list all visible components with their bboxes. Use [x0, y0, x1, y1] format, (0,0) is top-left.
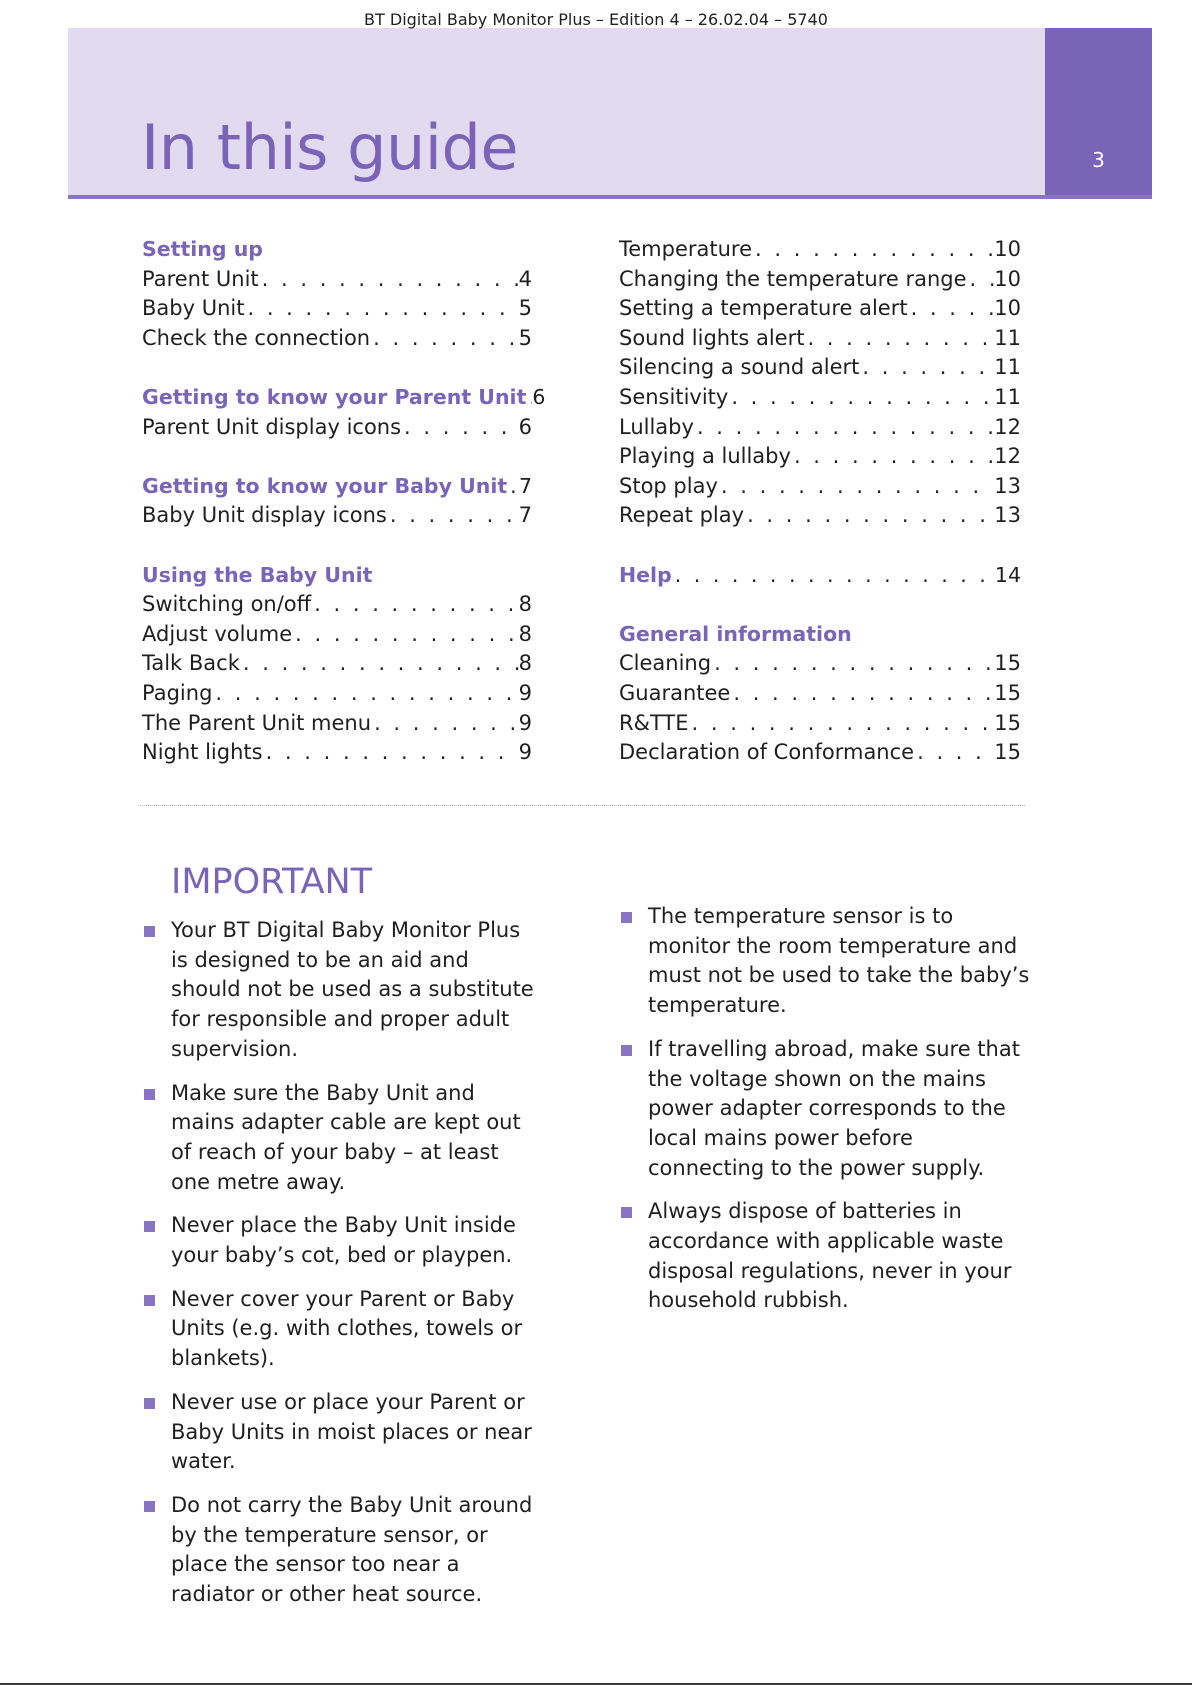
- square-bullet-icon: [621, 1045, 632, 1056]
- toc-dot-leader: [212, 679, 518, 709]
- toc-entry[interactable]: [142, 738, 532, 768]
- toc-entry[interactable]: [142, 265, 532, 295]
- important-bullet: [619, 902, 1034, 1021]
- toc-entry[interactable]: [619, 265, 1021, 295]
- toc-dot-leader: [791, 442, 994, 472]
- toc-entry-label: Setting up: [142, 237, 263, 261]
- toc-entry-label: Stop play: [619, 473, 718, 498]
- toc-entry-label: Parent Unit: [142, 266, 259, 291]
- square-bullet-icon: [144, 1221, 155, 1232]
- toc-entry-label: Parent Unit display icons: [142, 414, 402, 439]
- section-divider: [140, 805, 1025, 806]
- square-bullet-icon: [621, 1207, 632, 1218]
- toc-dot-leader: [263, 738, 519, 768]
- square-bullet-icon: [621, 912, 632, 923]
- toc-entry[interactable]: [142, 294, 532, 324]
- toc-entry-page: 5: [518, 296, 532, 321]
- toc-entry-page: 14: [994, 562, 1021, 587]
- toc-entry-page: 9: [518, 710, 532, 735]
- toc-entry-label: R&TTE: [619, 710, 689, 735]
- toc-entry[interactable]: [619, 501, 1021, 531]
- important-bullet: [142, 1491, 542, 1610]
- toc-dot-leader: [718, 472, 994, 502]
- important-bullet: [142, 1079, 542, 1198]
- toc-entry[interactable]: [619, 383, 1021, 413]
- toc-dot-leader: [859, 353, 994, 383]
- toc-dot-leader: [967, 265, 995, 295]
- toc-entry[interactable]: [142, 679, 532, 709]
- toc-entry-label: General information: [619, 621, 852, 646]
- toc-entry[interactable]: [619, 679, 1021, 709]
- toc-entry-label: Declaration of Conformance: [619, 740, 915, 765]
- toc-section-heading[interactable]: [142, 235, 532, 265]
- toc-entry-page: 7: [518, 473, 532, 498]
- toc-entry-page: 8: [518, 651, 532, 676]
- toc-dot-leader: [387, 501, 519, 531]
- toc-dot-leader: [728, 383, 994, 413]
- toc-dot-leader: [259, 265, 519, 295]
- toc-dot-leader: [292, 620, 519, 650]
- toc-entry[interactable]: [619, 709, 1021, 739]
- toc-dot-leader: [240, 649, 519, 679]
- page-number: 3: [1092, 148, 1105, 172]
- toc-section-heading[interactable]: [619, 620, 1021, 650]
- toc-entry-label: Using the Baby Unit: [142, 562, 373, 587]
- toc-dot-leader: [507, 472, 519, 502]
- toc-entry[interactable]: [142, 413, 532, 443]
- toc-entry[interactable]: [619, 442, 1021, 472]
- toc-entry[interactable]: [142, 649, 532, 679]
- toc-spacer: [142, 353, 532, 383]
- toc-entry-label: Paging: [142, 680, 213, 705]
- toc-entry[interactable]: [619, 738, 1021, 768]
- toc-entry[interactable]: [142, 324, 532, 354]
- square-bullet-icon: [144, 1398, 155, 1409]
- toc-entry-label: Repeat play: [619, 503, 745, 528]
- important-bullet-text: Your BT Digital Baby Monitor Plus is designed to be an aid and should not be used as a substitute for responsible and proper adult supervision.: [171, 918, 534, 1061]
- toc-entry-page: 4: [518, 266, 532, 291]
- toc-column-left: [142, 235, 546, 768]
- banner-underline: [68, 195, 1152, 199]
- important-bullet: [142, 1211, 542, 1270]
- square-bullet-icon: [144, 1295, 155, 1306]
- toc-entry-label: Help: [619, 562, 672, 587]
- toc-entry-label: Cleaning: [619, 651, 712, 676]
- toc-entry[interactable]: [142, 709, 532, 739]
- toc-dot-leader: [311, 590, 518, 620]
- toc-spacer: [619, 590, 1021, 620]
- toc-entry-label: Talk Back: [142, 651, 240, 676]
- toc-entry-label: Switching on/off: [142, 592, 312, 617]
- toc-entry-label: Getting to know your Baby Unit: [142, 473, 508, 498]
- toc-dot-leader: [914, 738, 994, 768]
- important-list-right: [619, 902, 1034, 1330]
- toc-entry[interactable]: [619, 649, 1021, 679]
- toc-entry-page: 9: [518, 740, 532, 765]
- square-bullet-icon: [144, 1089, 155, 1100]
- toc-entry-page: 6: [532, 384, 546, 409]
- toc-entry-page: 10: [994, 266, 1021, 291]
- square-bullet-icon: [144, 926, 155, 937]
- toc-entry-page: 7: [518, 503, 532, 528]
- toc-entry-label: Playing a lullaby: [619, 444, 791, 469]
- toc-dot-leader: [908, 294, 995, 324]
- toc-dot-leader: [689, 709, 995, 739]
- toc-dot-leader: [804, 324, 994, 354]
- toc-entry-page: 15: [994, 740, 1021, 765]
- important-bullet: [142, 1285, 542, 1374]
- toc-entry-label: Setting a temperature alert: [619, 296, 908, 321]
- toc-entry-page: 9: [518, 680, 532, 705]
- toc-dot-leader: [752, 235, 994, 265]
- toc-spacer: [142, 442, 532, 472]
- toc-entry-page: 6: [518, 414, 532, 439]
- toc-entry[interactable]: [142, 501, 532, 531]
- toc-column-right: [619, 235, 1021, 768]
- toc-entry-page: 8: [518, 592, 532, 617]
- toc-entry-page: 12: [994, 414, 1021, 439]
- toc-entry-label: Sensitivity: [619, 384, 729, 409]
- toc-entry-label: Silencing a sound alert: [619, 355, 860, 380]
- square-bullet-icon: [144, 1501, 155, 1512]
- toc-dot-leader: [711, 649, 994, 679]
- toc-entry-label: Night lights: [142, 740, 263, 765]
- toc-entry[interactable]: [142, 590, 532, 620]
- toc-section-heading[interactable]: [142, 383, 546, 413]
- toc-entry[interactable]: [619, 235, 1021, 265]
- toc-entry-label: Lullaby: [619, 414, 694, 439]
- toc-entry-page: 5: [518, 325, 532, 350]
- important-bullet-text: Do not carry the Baby Unit around by the temperature sensor, or place the sensor too near a radiator or other heat source.: [171, 1492, 533, 1607]
- toc-entry-page: 11: [994, 355, 1021, 380]
- toc-entry[interactable]: [619, 324, 1021, 354]
- toc-entry-page: 15: [994, 680, 1021, 705]
- toc-entry[interactable]: [619, 413, 1021, 443]
- important-bullet-text: Always dispose of batteries in accordance with applicable waste disposal regulations, never in your household rubbish.: [648, 1199, 1012, 1313]
- page-title: In this guide: [141, 111, 519, 184]
- important-bullet: [619, 1197, 1034, 1316]
- toc-entry[interactable]: [619, 294, 1021, 324]
- toc-entry[interactable]: [619, 353, 1021, 383]
- toc-entry-label: Baby Unit display icons: [142, 503, 387, 528]
- toc-entry-page: 10: [994, 296, 1021, 321]
- important-bullet-text: Never cover your Parent or Baby Units (e.g. with clothes, towels or blankets).: [171, 1286, 523, 1371]
- toc-dot-leader: [244, 294, 518, 324]
- toc-entry-page: 11: [994, 384, 1021, 409]
- toc-dot-leader: [744, 501, 994, 531]
- toc-entry-label: Guarantee: [619, 680, 731, 705]
- toc-spacer: [142, 531, 532, 561]
- important-bullet-text: If travelling abroad, make sure that the voltage shown on the mains power adapter corresponds to the local mains power before connecting to the power supply.: [648, 1036, 1020, 1180]
- toc-entry[interactable]: [619, 472, 1021, 502]
- toc-section-heading[interactable]: [142, 561, 532, 591]
- toc-entry-page: 11: [994, 325, 1021, 350]
- important-list-left: [142, 916, 542, 1624]
- toc-dot-leader: [730, 679, 994, 709]
- important-bullet: [619, 1035, 1034, 1184]
- document-header-line: BT Digital Baby Monitor Plus – Edition 4 – 26.02.04 – 5740: [364, 10, 828, 29]
- toc-section-heading[interactable]: [619, 561, 1021, 591]
- toc-section-heading[interactable]: [142, 472, 532, 502]
- toc-entry-page: 13: [994, 473, 1021, 498]
- toc-entry-page: 13: [994, 503, 1021, 528]
- toc-dot-leader: [370, 324, 519, 354]
- important-bullet-text: Make sure the Baby Unit and mains adapter cable are kept out of reach of your baby – at least one metre away.: [171, 1080, 521, 1194]
- toc-entry-page: 15: [994, 710, 1021, 735]
- toc-dot-leader: [694, 413, 994, 443]
- important-bullet: [142, 1388, 542, 1477]
- toc-entry-label: Getting to know your Parent Unit: [142, 384, 527, 409]
- toc-entry-label: Baby Unit: [142, 296, 245, 321]
- toc-entry-label: Sound lights alert: [619, 325, 805, 350]
- important-bullet-text: Never place the Baby Unit inside your baby’s cot, bed or playpen.: [171, 1213, 516, 1268]
- toc-dot-leader: [401, 413, 519, 443]
- toc-entry[interactable]: [142, 620, 532, 650]
- important-bullet-text: Never use or place your Parent or Baby Units in moist places or near water.: [171, 1389, 532, 1474]
- toc-entry-label: Temperature: [619, 237, 753, 261]
- toc-dot-leader: [371, 709, 519, 739]
- toc-entry-page: 8: [518, 621, 532, 646]
- toc-spacer: [619, 531, 1021, 561]
- important-bullet: [142, 916, 542, 1065]
- toc-entry-page: 10: [994, 237, 1021, 261]
- toc-entry-label: The Parent Unit menu: [142, 710, 372, 735]
- toc-entry-label: Changing the temperature range: [619, 266, 967, 291]
- important-heading: IMPORTANT: [171, 862, 373, 902]
- toc-entry-page: 12: [994, 444, 1021, 469]
- toc-entry-label: Check the connection: [142, 325, 371, 350]
- toc-entry-page: 15: [994, 651, 1021, 676]
- important-bullet-text: The temperature sensor is to monitor the room temperature and must not be used to take the baby’s temperature.: [648, 904, 1030, 1018]
- toc-dot-leader: [672, 561, 995, 591]
- toc-entry-label: Adjust volume: [142, 621, 293, 646]
